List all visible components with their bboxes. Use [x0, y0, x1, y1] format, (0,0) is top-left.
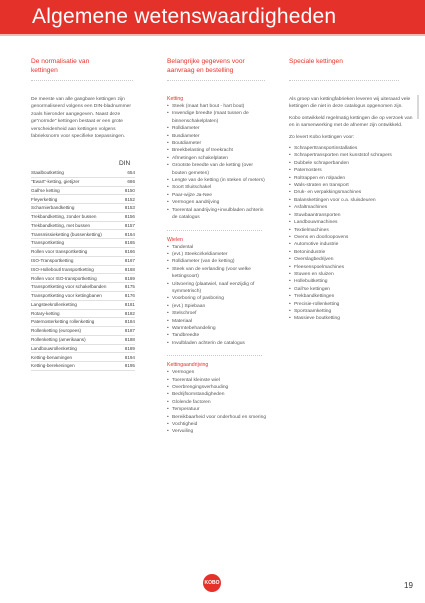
list-item: [289, 160, 413, 167]
list-item-text: Rolldiameter: [172, 126, 200, 132]
list-item: [289, 227, 413, 234]
din-row-name: Transportketting voor schakelbanden: [31, 284, 107, 290]
list-item: [167, 406, 267, 413]
list-item-text: Steek (maat hart bout - hart bout): [172, 104, 245, 109]
col1-title-line1: De normalisatie van: [31, 58, 90, 65]
col2-title-line1: Belangrijke gegevens voor: [167, 58, 245, 65]
bullet-icon: •: [289, 301, 291, 307]
din-row-name: Gall'se ketting: [31, 187, 60, 193]
col1-title-rule: [31, 80, 133, 81]
din-table-row: [31, 301, 135, 310]
page-header-bar: [0, 0, 425, 34]
list-item: [167, 310, 267, 317]
bullet-icon: •: [167, 422, 169, 428]
list-item: [289, 286, 413, 293]
din-row-name: Scharnierbandketting: [31, 205, 75, 211]
list-item-text: Ovens en doorloopovens: [294, 234, 349, 240]
din-row-name: Transportketting voor kettingbanen: [31, 293, 102, 299]
bullet-icon: •: [289, 264, 291, 270]
din-row-name: Trekbandketting, met bussen: [31, 222, 91, 228]
list-item: [167, 340, 267, 347]
din-table-row: [31, 230, 135, 239]
bullet-icon: •: [289, 294, 291, 300]
list-item: [167, 369, 267, 376]
bullet-icon: •: [167, 111, 169, 117]
list-item-text: Overbrengingsverhouding: [172, 385, 229, 390]
din-table-row: [31, 178, 135, 187]
din-row-number: 8167: [124, 258, 135, 263]
list-item-text: Voorboring of pasboring: [172, 296, 224, 302]
din-table-row: [31, 318, 135, 327]
list-item-text: Toerental aandrijving+invulbladen achterin de catalogus: [172, 207, 264, 221]
bullet-icon: •: [167, 370, 169, 376]
bullet-icon: •: [289, 249, 291, 255]
bullet-icon: •: [167, 340, 169, 346]
list-item-text: Grootste breedte van de ketting (over bouten gemeten): [172, 163, 254, 176]
din-row-name: Ketting-berekeningen: [31, 363, 75, 369]
din-row-number: 8168: [124, 266, 135, 272]
din-row-number: 8176: [124, 293, 135, 299]
list-item: [289, 293, 413, 300]
bullet-icon: •: [289, 227, 291, 233]
list-item: [289, 145, 413, 152]
bullet-icon: •: [289, 242, 291, 248]
list-item-text: Toerental kleinste wiel: [172, 377, 220, 383]
list-item: [289, 175, 413, 182]
bullet-icon: •: [167, 392, 169, 398]
bullet-icon: •: [289, 160, 291, 166]
list-item: [167, 318, 267, 325]
list-item: [289, 308, 413, 315]
din-row-name: Transportketting: [31, 240, 65, 246]
bullet-icon: •: [289, 190, 291, 196]
list-item-text: Temperatuur: [172, 407, 200, 413]
din-row-name: ISO-Transportketting: [31, 258, 74, 263]
section-heading: Kettingaandrijving: [167, 362, 209, 369]
list-item-text: (evt.) Spiebaan: [172, 303, 206, 309]
col3-para2: Kobo ontwikkeld regelmatig kettingen die op verzoek van en in samenwerking met de afnemer zijn ontwikkeld.: [289, 115, 413, 129]
din-row-name: Ketting-benamingen: [31, 354, 73, 360]
din-row-name: Rollenketting (europees): [31, 328, 82, 334]
section-heading: Ketting: [167, 96, 184, 102]
list-item-text: Landbouwmachines: [294, 220, 338, 226]
list-item: [289, 301, 413, 308]
list-item: [289, 249, 413, 256]
bullet-icon: •: [289, 316, 291, 322]
din-row-number: 8153: [124, 205, 135, 211]
din-table-row: [31, 195, 135, 204]
list-item-text: Hollebuitketting: [294, 279, 328, 285]
list-item-text: Rolldiameter (van de ketting): [172, 259, 235, 265]
bullet-icon: •: [167, 414, 169, 420]
bullet-icon: •: [289, 220, 291, 226]
section-list: [167, 369, 267, 436]
din-row-name: Landbouwrollenketting: [31, 345, 77, 351]
list-item: [289, 278, 413, 285]
list-item: [167, 251, 267, 258]
bullet-icon: •: [289, 175, 291, 181]
page-number: 19: [404, 581, 413, 590]
din-row-name: Paternosterketting rollenketting: [31, 319, 95, 325]
col3-application-list: [289, 145, 413, 323]
list-item: [167, 303, 267, 310]
bullet-icon: •: [289, 308, 291, 314]
list-item-text: Bereikbaarheid voor onderhoud en smering: [172, 414, 267, 420]
din-row-name: Rollenketting (amerikaans): [31, 337, 86, 343]
bullet-icon: •: [167, 296, 169, 302]
list-item: [167, 377, 267, 384]
list-item-text: Schraperttransportinstallaties: [294, 146, 358, 152]
din-row-name: Rotary-ketting: [31, 310, 60, 316]
list-item-text: Afmetingen schakelplaten: [172, 155, 229, 161]
list-item: [289, 212, 413, 219]
list-item: [289, 315, 413, 322]
col3-para3: Zo levert Kobo kettingen voor:: [289, 134, 355, 140]
list-item: [289, 152, 413, 159]
bullet-icon: •: [167, 141, 169, 147]
din-column-header: DIN: [119, 160, 131, 167]
din-row-name: Transmissieketting (bussenketting): [31, 231, 102, 237]
bullet-icon: •: [289, 183, 291, 189]
din-table-row: [31, 327, 135, 336]
section-divider: [167, 355, 262, 356]
list-item-text: Inwendige breedte (maat tussen de binnenschakelplaten): [172, 111, 249, 124]
list-item: [289, 167, 413, 174]
din-row-number: 8165: [124, 240, 135, 246]
din-row-number: 8150: [124, 187, 135, 193]
list-item: [289, 204, 413, 211]
list-item: [289, 189, 413, 196]
bullet-icon: •: [167, 266, 169, 272]
list-item: [167, 177, 267, 184]
bullet-icon: •: [167, 303, 169, 309]
list-item-text: Fleesenspoelmachines: [294, 264, 345, 270]
bullet-icon: •: [167, 325, 169, 331]
list-item-text: Asfaltmachines: [294, 205, 328, 211]
list-item-text: Massieve boutketting: [294, 316, 340, 322]
din-row-name: Langsteekrollenketting: [31, 301, 77, 307]
list-item: [167, 147, 267, 154]
list-item-text: Tandbreedte: [172, 333, 200, 339]
bullet-icon: •: [167, 178, 169, 184]
list-item-text: Glolende factoren: [172, 399, 211, 405]
din-row-name: Staalboutketting: [31, 170, 64, 176]
din-row-number: 8175: [124, 284, 135, 290]
list-item-text: Busdiameter: [172, 133, 200, 139]
list-item: [289, 256, 413, 263]
din-table-row: [31, 274, 135, 283]
din-row-number: 8188: [124, 337, 135, 343]
bullet-icon: •: [167, 377, 169, 383]
col3-title: [289, 58, 399, 67]
din-row-number: 8166: [124, 249, 135, 255]
bullet-icon: •: [167, 133, 169, 139]
din-table-row: [31, 336, 135, 345]
din-row-number: 8164: [124, 231, 135, 237]
din-row-name: "Ewart"-ketting, gietijzer: [31, 178, 80, 184]
list-item-text: Trekbandkettingen: [294, 294, 335, 300]
list-item: [167, 140, 267, 147]
bullet-icon: •: [167, 407, 169, 413]
list-item: [167, 199, 267, 206]
list-item-text: Boutdiameter: [172, 141, 202, 147]
bullet-icon: •: [167, 251, 169, 257]
section-list: [167, 244, 267, 348]
bullet-icon: •: [167, 200, 169, 206]
list-item-text: Vervuiling: [172, 429, 194, 435]
bullet-icon: •: [289, 212, 291, 218]
list-item-text: Steek van de verlanding (voor welke kettingsoort): [172, 266, 251, 280]
din-table-row: [31, 266, 135, 275]
bullet-icon: •: [167, 192, 169, 198]
col2-body: [167, 96, 267, 436]
list-item: [289, 271, 413, 278]
list-item: [289, 219, 413, 226]
list-item: [289, 241, 413, 248]
din-table-row: [31, 345, 135, 354]
list-item-text: Textielmachines: [294, 227, 329, 233]
din-row-number: 8182: [124, 310, 135, 316]
bullet-icon: •: [289, 168, 291, 174]
bullet-icon: •: [167, 429, 169, 435]
bullet-icon: •: [167, 185, 169, 191]
din-row-name: Rollen voor transportketting: [31, 249, 88, 255]
list-item-text: Stuwbaantransporten: [294, 212, 341, 218]
bullet-icon: •: [167, 207, 169, 213]
col1-intro: De meeste van alle gangbare kettingen zijn genormaliseerd volgens een DIN-bladnummer zoals hieronder aangegeven. Naast deze ge"normde" kettingen bestaat er een grote verscheidenheid aan kettingen volgens fabrieksnorm voor specifieke toepassingen.: [31, 97, 132, 140]
list-item: [167, 184, 267, 191]
col3-body: [289, 96, 413, 323]
din-row-number: 8157: [124, 222, 135, 228]
bullet-icon: •: [289, 153, 291, 159]
bullet-icon: •: [167, 333, 169, 339]
section-heading: Wielen: [167, 236, 183, 243]
bullet-icon: •: [289, 146, 291, 152]
list-item: [167, 155, 267, 162]
din-row-number: 8184: [124, 319, 135, 325]
din-table-row: [31, 248, 135, 257]
list-item: [167, 384, 267, 391]
list-item-text: Vochtigheid: [172, 422, 198, 428]
list-item: [289, 197, 413, 204]
col1-title-line2: kettingen: [31, 66, 58, 74]
bullet-icon: •: [289, 205, 291, 211]
list-item: [167, 207, 267, 222]
col2-title-rule: [167, 80, 265, 81]
list-item: [167, 325, 267, 332]
list-item-text: Soort Sluitschakel: [172, 185, 212, 191]
list-item: [167, 414, 267, 421]
bullet-icon: •: [289, 257, 291, 263]
list-item-text: Gall'se kettingen: [294, 286, 331, 292]
bullet-icon: •: [167, 126, 169, 132]
bullet-icon: •: [167, 385, 169, 390]
list-item-text: Wals-straten en transport: [294, 183, 349, 189]
page-title: Algemene wetenswaardigheden: [32, 5, 337, 28]
list-item-text: Vermogen aandrijving: [172, 200, 220, 206]
din-row-number: 8195: [124, 363, 135, 369]
col3-title-text: Speciale kettingen: [289, 58, 343, 65]
bullet-icon: •: [167, 399, 169, 405]
din-row-number: 654: [127, 170, 135, 176]
list-item-text: Overslagbedrijven: [294, 257, 334, 263]
din-table-row: [31, 239, 135, 248]
list-item-text: Paar-wijze Ja-Nee: [172, 192, 212, 198]
din-row-name: ISO-Holleboutl transportketting: [31, 266, 94, 272]
din-row-number: 8169: [124, 275, 135, 281]
list-item: [167, 295, 267, 302]
din-row-number: 686: [127, 178, 135, 184]
section-list: [167, 103, 267, 222]
list-item-text: Stelschroef: [172, 311, 197, 317]
kobo-logo: KOBO: [203, 574, 221, 592]
din-table-row: [31, 353, 135, 362]
list-item-text: Betonindustrie: [294, 249, 326, 255]
bullet-icon: •: [289, 234, 291, 240]
din-table: [31, 169, 135, 371]
list-item: [167, 399, 267, 406]
list-item-text: Schrapertransporten met kunststof schrapers: [294, 153, 392, 159]
din-row-number: 8187: [124, 328, 135, 334]
bullet-icon: •: [289, 286, 291, 292]
list-item: [167, 192, 267, 199]
list-item-text: Sportraamketting: [294, 308, 332, 314]
list-item-text: (evt.) Steekcirkeldiameter: [172, 251, 228, 257]
col3-intro: Als groep van kettingfabrieken leveren wij uiteraard vele kettingen die niet in deze catalogus opgenomen zijn.: [289, 97, 411, 110]
din-row-number: 8189: [124, 345, 135, 351]
bullet-icon: •: [289, 271, 291, 277]
list-item: [167, 103, 267, 110]
din-row-number: 8181: [124, 301, 135, 307]
din-table-row: [31, 283, 135, 292]
list-item-text: Automotive industrie: [294, 242, 339, 248]
bullet-icon: •: [167, 148, 169, 154]
din-table-row: [31, 169, 135, 178]
bullet-icon: •: [167, 244, 169, 250]
list-item-text: Precisie-rollenketting: [294, 301, 340, 307]
list-item-text: Bedrijfsomstandigheden: [172, 392, 225, 398]
list-item: [167, 244, 267, 251]
din-table-row: [31, 362, 135, 371]
din-table-row: [31, 292, 135, 301]
din-table-row: [31, 222, 135, 231]
list-item-text: Uitvoering (plaatwiel, naaf eenzijdig of symmetrisch): [172, 281, 255, 294]
din-table-row: [31, 213, 135, 222]
list-item: [289, 264, 413, 271]
list-item: [167, 258, 267, 265]
list-item: [167, 125, 267, 132]
list-item-text: Materiaal: [172, 318, 193, 324]
col1-title: [31, 58, 131, 75]
din-table-row: [31, 187, 135, 196]
bullet-icon: •: [167, 281, 169, 287]
list-item: [289, 182, 413, 189]
bullet-icon: •: [167, 318, 169, 324]
list-item-text: Stuwen en sluizen: [294, 271, 334, 277]
din-row-number: 8152: [124, 196, 135, 202]
margin-marker: [417, 95, 419, 119]
list-item-text: Druk- en verpakkingsmachines: [294, 190, 362, 196]
list-item-text: Roltrappen en rolpaden: [294, 175, 346, 181]
list-item-text: Lengte van de ketting (in steken of meters): [172, 178, 265, 184]
list-item: [167, 421, 267, 428]
bullet-icon: •: [167, 311, 169, 317]
list-item: [167, 110, 267, 125]
list-item-text: Paternosters: [294, 168, 322, 174]
din-table-row: [31, 204, 135, 213]
list-item: [167, 266, 267, 281]
din-row-number: 8156: [124, 214, 135, 220]
list-item: [167, 391, 267, 398]
section-divider: [167, 230, 262, 231]
bullet-icon: •: [167, 163, 169, 169]
bullet-icon: •: [167, 259, 169, 265]
list-item-text: Invulbladen achterin de catalogus: [172, 340, 245, 346]
list-item-text: Balanskettingen voor o.a. sluisdeuren: [294, 197, 376, 203]
list-item: [289, 234, 413, 241]
din-table-row: [31, 257, 135, 266]
din-row-number: 8194: [124, 354, 135, 360]
col2-title-line2: aanvraag en bestelling: [167, 66, 234, 74]
list-item-text: Tandental: [172, 244, 194, 250]
din-row-name: Fleyerketting: [31, 196, 58, 202]
bullet-icon: •: [167, 104, 169, 109]
bullet-icon: •: [167, 155, 169, 161]
list-item: [167, 133, 267, 140]
din-row-name: Rollen voor ISO-transportketting: [31, 275, 97, 281]
din-row-name: Trekbandketting, zonder bussen: [31, 214, 97, 220]
list-item: [167, 332, 267, 339]
col2-title: [167, 58, 277, 75]
list-item-text: Breekbelasting of treekracht: [172, 148, 233, 154]
bullet-icon: •: [289, 279, 291, 285]
list-item: [167, 281, 267, 296]
bullet-icon: •: [289, 197, 291, 203]
list-item-text: Warmtebehandeling: [172, 325, 216, 331]
list-item: [167, 162, 267, 177]
col3-title-rule: [289, 80, 399, 81]
list-item-text: Dubbele schraperbanden: [294, 160, 349, 166]
list-item: [167, 428, 267, 435]
header-divider: [0, 34, 425, 36]
list-item-text: Vermogen: [172, 370, 195, 376]
din-table-row: [31, 310, 135, 319]
